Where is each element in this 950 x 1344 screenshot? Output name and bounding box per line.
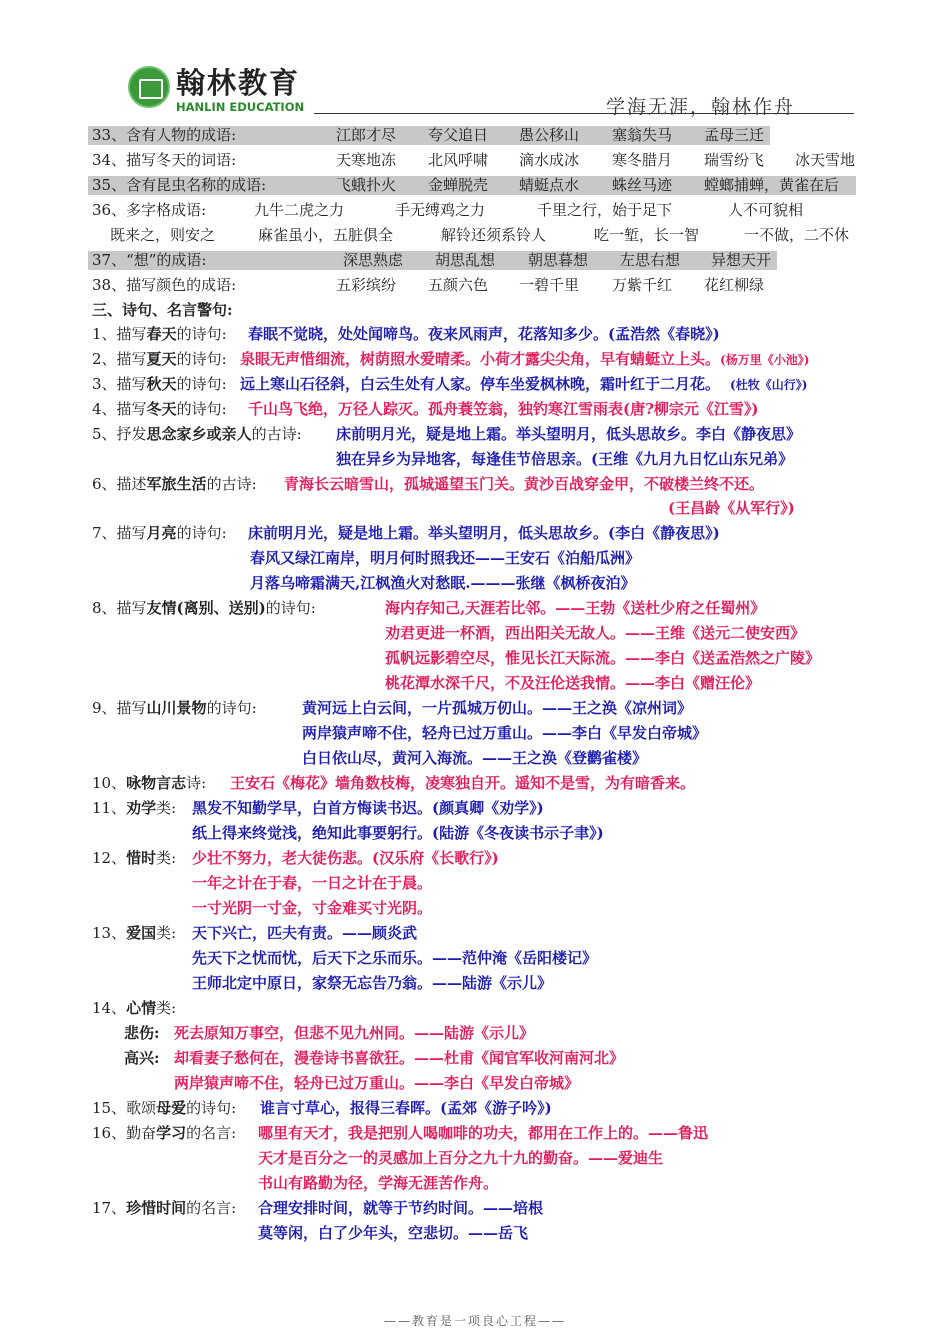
poem-heading [92, 399, 227, 419]
poem-heading [92, 598, 316, 618]
idiom-item: 冰天雪地 [795, 151, 856, 169]
idiom-item: 异想天开 [711, 251, 772, 269]
heading-prefix: 15、歌颂 [92, 1099, 157, 1117]
heading-key: 夏天 [146, 350, 177, 368]
heading-key: 思念家乡或亲人 [146, 425, 252, 443]
poem-text: 纸上得来终觉浅，绝知此事要躬行。(陆游《冬夜读书示子聿》) [192, 824, 604, 842]
heading-key: 山川景物 [146, 699, 207, 717]
idiom-label: 33、含有人物的成语: [92, 126, 237, 144]
heading-key: 友情(离别、送别) [146, 599, 266, 617]
heading-prefix: 8、描写 [92, 599, 147, 617]
heading-key: 爱国 [126, 924, 157, 942]
heading-suffix: 类: [156, 799, 177, 817]
poem-text: 黑发不知勤学早，白首方悔读书迟。(颜真卿《劝学》) [192, 799, 544, 817]
page-footer: ——教育是一项良心工程—— [383, 1314, 566, 1328]
poem-source: (杜牧《山行》) [730, 378, 808, 392]
heading-suffix: 的诗句: [186, 1099, 237, 1117]
heading-suffix: 的诗句: [176, 375, 227, 393]
idiom-item: 一碧千里 [519, 276, 580, 294]
poem-heading [92, 424, 302, 444]
idiom-label: 34、描写冬天的词语: [92, 151, 237, 169]
poem-heading [92, 1098, 236, 1118]
poem-text: 一寸光阴一寸金，寸金难买寸光阴。 [192, 899, 433, 917]
poem-text: 王师北定中原日，家祭无忘告乃翁。——陆游《示儿》 [192, 974, 553, 992]
poem-source: (王昌龄《从军行》) [668, 499, 795, 517]
poem-text: 黄河远上白云间，一片孤城万仞山。——王之涣《凉州词》 [302, 699, 693, 717]
idiom-item: 万紫千红 [612, 276, 673, 294]
poem-text: 天下兴亡，匹夫有责。——顾炎武 [192, 924, 418, 942]
heading-key: 月亮 [146, 524, 177, 542]
heading-prefix: 7、描写 [92, 524, 147, 542]
heading-suffix: 的古诗: [251, 425, 302, 443]
poem-text: 先天下之忧而忧，后天下之乐而乐。——范仲淹《岳阳楼记》 [192, 949, 598, 967]
heading-suffix: 的名言: [186, 1124, 237, 1142]
idiom-item: 瑞雪纷飞 [704, 151, 765, 169]
idiom-item: 五彩缤纷 [336, 276, 397, 294]
heading-key: 珍惜时间 [126, 1199, 187, 1217]
logo-english-name: HANLIN EDUCATION [176, 100, 305, 114]
poem-text: 书山有路勤为径，学海无涯苦作舟。 [258, 1174, 499, 1192]
heading-prefix: 17、 [92, 1199, 127, 1217]
heading-key: 惜时 [126, 849, 157, 867]
idiom-item: 手无缚鸡之力 [395, 201, 486, 219]
heading-suffix: 的诗句: [206, 699, 257, 717]
idiom-label: 38、描写颜色的成语: [92, 276, 237, 294]
idiom-item: 滴水成冰 [519, 151, 580, 169]
poem-text: 床前明月光，疑是地上霜。举头望明月，低头思故乡。李白《静夜思》 [336, 425, 802, 443]
poem-text: 两岸猿声啼不住，轻舟已过万重山。——李白《早发白帝城》 [302, 724, 708, 742]
idiom-item: 飞蛾扑火 [336, 176, 397, 194]
poem-text: 王安石《梅花》墙角数枝梅，凌寒独自开。遥知不是雪，为有暗香来。 [230, 774, 696, 792]
heading-prefix: 5、抒发 [92, 425, 147, 443]
heading-suffix: 类: [156, 924, 177, 942]
logo [128, 66, 318, 120]
idiom-item: 胡思乱想 [435, 251, 496, 269]
poem-source: (杨万里《小池》) [720, 353, 810, 367]
heading-key: 学习 [156, 1124, 187, 1142]
heading-suffix: 的古诗: [206, 475, 257, 493]
poem-lines: 泉眼无声惜细流，树荫照水爱晴柔。小荷才露尖尖角，早有蜻蜓立上头。 [240, 350, 721, 368]
poem-text: 却看妻子愁何在，漫卷诗书喜欲狂。——杜甫《闻官军收河南河北》 [174, 1049, 625, 1067]
poem-text: 独在异乡为异地客，每逢佳节倍思亲。(王维《九月九日忆山东兄弟》 [336, 450, 794, 468]
poem-text: 月落乌啼霜满天,江枫渔火对愁眠.———张继《枫桥夜泊》 [250, 574, 636, 592]
poem-heading [92, 324, 227, 344]
poem-text: 哪里有天才，我是把别人喝咖啡的功夫，都用在工作上的。——鲁迅 [258, 1124, 709, 1142]
poem-text: 合理安排时间，就等于节约时间。——培根 [258, 1199, 544, 1217]
idiom-item: 一不做，二不休 [744, 226, 850, 244]
header-divider [314, 113, 854, 114]
poem-heading [92, 523, 227, 543]
poem-text: 春风又绿江南岸，明月何时照我还——王安石《泊船瓜洲》 [250, 549, 641, 567]
idiom-label: 36、多字格成语: [92, 201, 207, 219]
poem-heading [92, 349, 227, 369]
idiom-item: 人不可貌相 [728, 201, 804, 219]
poem-text [240, 349, 809, 370]
poem-text: 谁言寸草心，报得三春晖。(孟郊《游子吟》) [260, 1099, 552, 1117]
idiom-item: 深思熟虑 [343, 251, 404, 269]
idiom-item: 蜻蜓点水 [519, 176, 580, 194]
idiom-item: 北风呼啸 [428, 151, 489, 169]
idiom-item: 花红柳绿 [704, 276, 765, 294]
poem-text: 床前明月光，疑是地上霜。举头望明月，低头思故乡。(李白《静夜思》) [248, 524, 720, 542]
logo-chinese-name: 翰林教育 [176, 66, 301, 100]
heading-prefix: 3、描写 [92, 375, 147, 393]
heading-key: 心情 [126, 999, 157, 1017]
poem-text: 一年之计在于春，一日之计在于晨。 [192, 874, 433, 892]
poem-text: 千山鸟飞绝，万径人踪灭。孤舟蓑笠翁，独钓寒江雪雨表(唐?柳宗元《江雪》) [248, 400, 759, 418]
poem-text: 青海长云暗雪山，孤城遥望玉门关。黄沙百战穿金甲，不破楼兰终不还。 [284, 475, 765, 493]
heading-prefix: 12、 [92, 849, 127, 867]
poem-heading [92, 374, 227, 394]
mood-label-happy: 高兴: [124, 1049, 160, 1067]
poem-heading [92, 848, 176, 868]
heading-prefix: 14、 [92, 999, 127, 1017]
poem-text: 两岸猿声啼不住，轻舟已过万重山。——李白《早发白帝城》 [174, 1074, 580, 1092]
heading-suffix: 类: [156, 999, 177, 1017]
heading-suffix: 的诗句: [176, 524, 227, 542]
poem-text: 春眠不觉晓，处处闻啼鸟。夜来风雨声，花落知多少。(孟浩然《春晓》) [248, 325, 720, 343]
poem-heading [92, 998, 176, 1018]
poem-text: 少壮不努力，老大徒伤悲。(汉乐府《长歌行》) [192, 849, 499, 867]
idiom-item: 寒冬腊月 [612, 151, 673, 169]
logo-emblem-icon [128, 66, 170, 108]
idiom-item: 朝思暮想 [528, 251, 589, 269]
poem-text: 桃花潭水深千尺，不及汪伦送我情。——李白《赠汪伦》 [385, 674, 761, 692]
idiom-item: 天寒地冻 [336, 151, 397, 169]
idiom-item: 孟母三迁 [704, 126, 765, 144]
heading-suffix: 诗: [186, 774, 207, 792]
poem-text: 海内存知己,天涯若比邻。——王勃《送杜少府之任蜀州》 [385, 599, 766, 617]
heading-prefix: 11、 [92, 799, 127, 817]
heading-prefix: 9、描写 [92, 699, 147, 717]
heading-suffix: 的诗句: [176, 350, 227, 368]
poem-lines: 远上寒山石径斜，白云生处有人家。停车坐爱枫林晚，霜叶红于二月花。 [240, 375, 721, 393]
idiom-item: 吃一堑，长一智 [594, 226, 700, 244]
heading-key: 冬天 [146, 400, 177, 418]
heading-suffix: 的诗句: [176, 400, 227, 418]
poem-heading [92, 1198, 236, 1218]
idiom-item: 既来之，则安之 [110, 226, 216, 244]
idiom-label: 35、含有昆虫名称的成语: [92, 176, 267, 194]
poem-text: 孤帆远影碧空尽，惟见长江天际流。——李白《送孟浩然之广陵》 [385, 649, 821, 667]
heading-key: 母爱 [156, 1099, 187, 1117]
poem-heading [92, 1123, 236, 1143]
poem-text [240, 374, 807, 395]
poem-heading [92, 798, 176, 818]
idiom-item: 左思右想 [620, 251, 681, 269]
heading-key: 劝学 [126, 799, 157, 817]
heading-suffix: 的诗句: [176, 325, 227, 343]
section-title: 三、诗句、名言警句: [92, 301, 233, 319]
poem-heading [92, 698, 257, 718]
idiom-item: 麻雀虽小，五脏俱全 [258, 226, 394, 244]
poem-text: 劝君更进一杯酒，西出阳关无故人。——王维《送元二使安西》 [385, 624, 806, 642]
heading-suffix: 的名言: [186, 1199, 237, 1217]
idiom-item: 解铃还须系铃人 [441, 226, 547, 244]
idiom-item: 愚公移山 [519, 126, 580, 144]
poem-text: 天才是百分之一的灵感加上百分之九十九的勤奋。——爱迪生 [258, 1149, 664, 1167]
poem-heading [92, 474, 257, 494]
idiom-item: 五颜六色 [428, 276, 489, 294]
heading-prefix: 1、描写 [92, 325, 147, 343]
poem-text: 死去原知万事空，但悲不见九州同。——陆游《示儿》 [174, 1024, 535, 1042]
heading-prefix: 13、 [92, 924, 127, 942]
idiom-item: 江郎才尽 [336, 126, 397, 144]
poem-text: 白日依山尽，黄河入海流。——王之涣《登鹳雀楼》 [302, 749, 648, 767]
heading-suffix: 类: [156, 849, 177, 867]
heading-prefix: 10、 [92, 774, 127, 792]
heading-key: 春天 [146, 325, 177, 343]
heading-key: 咏物言志 [126, 774, 187, 792]
idiom-item: 千里之行，始于足下 [537, 201, 673, 219]
mood-label-sad: 悲伤: [124, 1024, 160, 1042]
idiom-item: 蛛丝马迹 [612, 176, 673, 194]
poem-heading [92, 773, 206, 793]
heading-prefix: 16、勤奋 [92, 1124, 157, 1142]
heading-suffix: 的诗句: [265, 599, 316, 617]
header-motto: 学海无涯，翰林作舟 [606, 96, 796, 118]
idiom-item: 九牛二虎之力 [254, 201, 345, 219]
idiom-label: 37、“想”的成语: [92, 251, 207, 269]
heading-prefix: 4、描写 [92, 400, 147, 418]
poem-text: 莫等闲，白了少年头，空悲切。——岳飞 [258, 1224, 529, 1242]
heading-key: 军旅生活 [146, 475, 207, 493]
idiom-item: 螳螂捕蝉，黄雀在后 [704, 176, 840, 194]
heading-prefix: 6、描述 [92, 475, 147, 493]
heading-key: 秋天 [146, 375, 177, 393]
heading-prefix: 2、描写 [92, 350, 147, 368]
idiom-item: 夸父追日 [428, 126, 489, 144]
idiom-item: 塞翁失马 [612, 126, 673, 144]
idiom-item: 金蝉脱壳 [428, 176, 489, 194]
poem-heading [92, 923, 176, 943]
